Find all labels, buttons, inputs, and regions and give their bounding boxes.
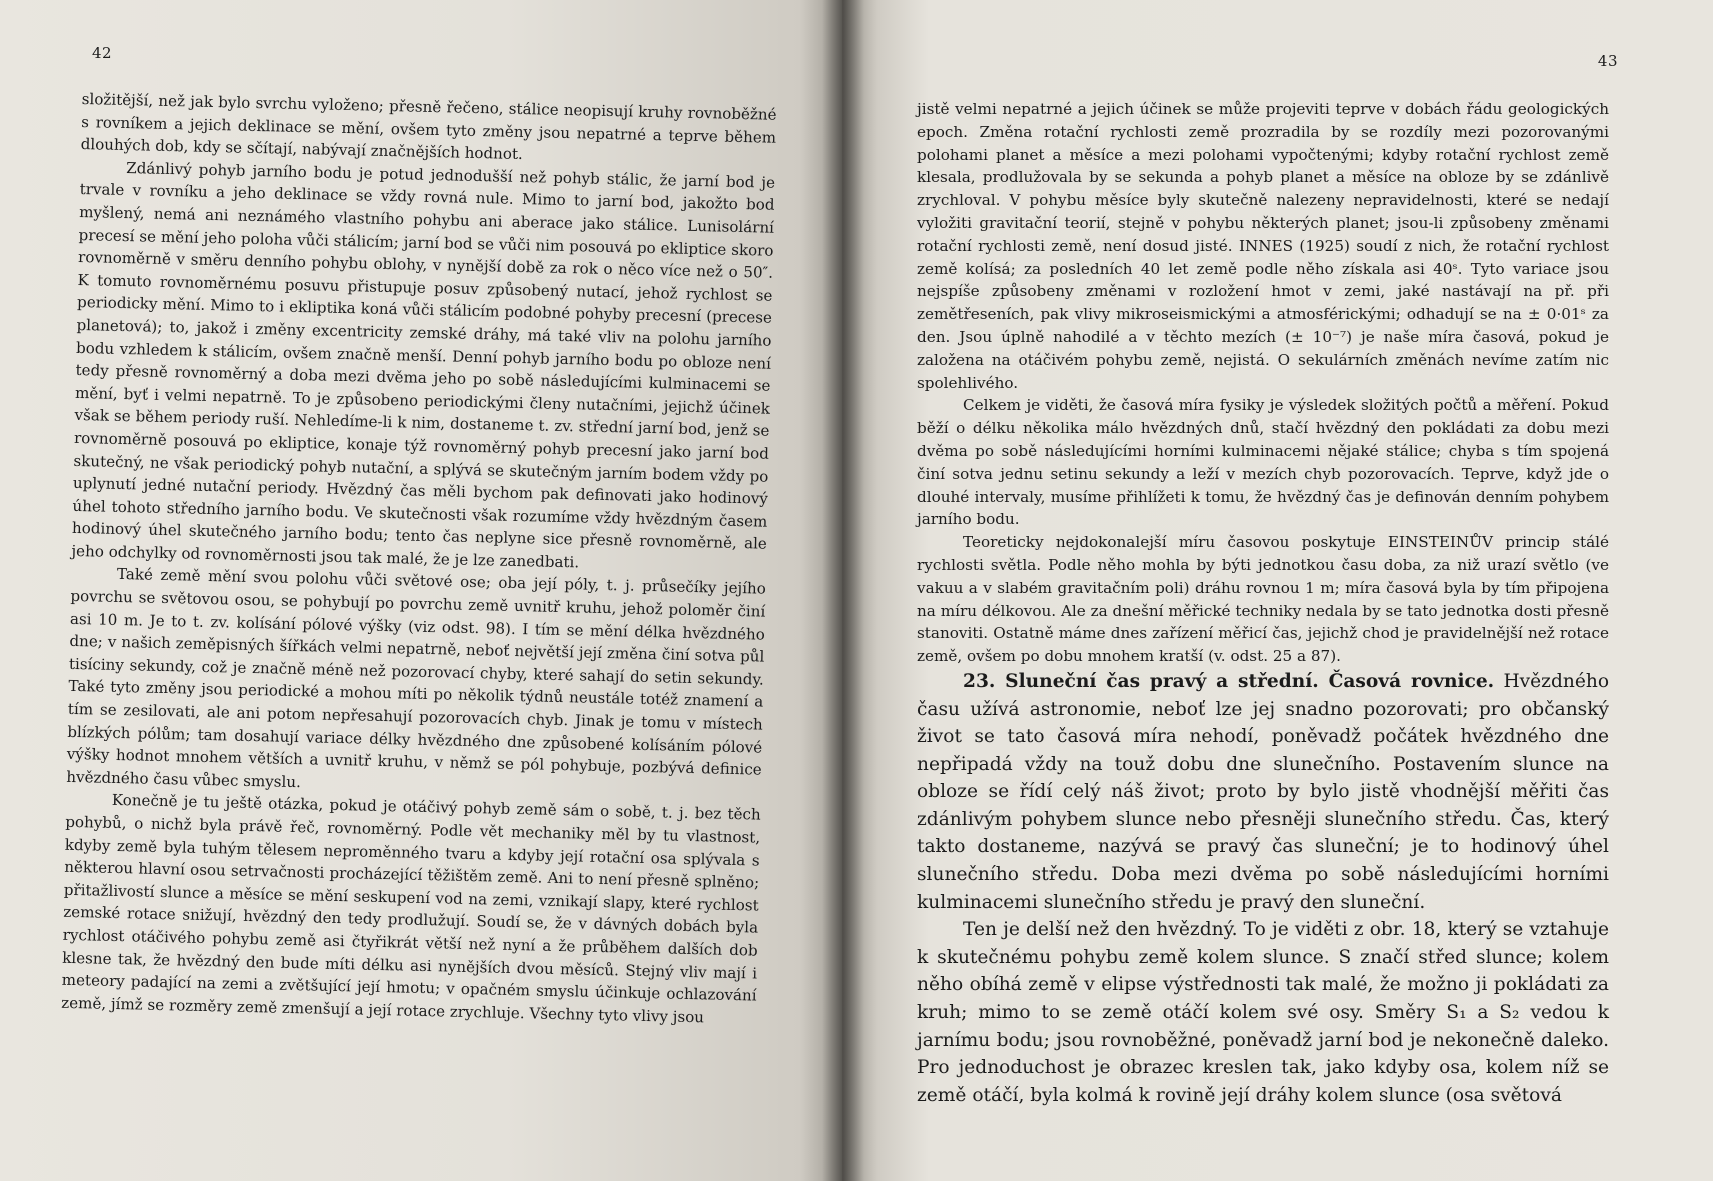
section-heading: 23. Sluneční čas pravý a střední. Časová rovnice.: [963, 670, 1495, 692]
right-paragraph-1: jistě velmi nepatrné a jejich účinek se může projeviti teprve v dobách řádu geologických epoch. Změna rotační rychlosti země prozradila by se rozdíly mezi pozorovanými polohami planet a měsíce a mezi polohami vypočtenými; kdyby rotační rychlost země klesala, prodlužovala by se sekunda a pohyb planet a měsíce na obloze by se zdánlivě zrychloval. V pohybu měsíce byly skutečně nalezeny nepravidelnosti, které se nedají vyložiti gravitační teorií, stejně v pohybu některých planet; jsou-li způsobeny změnami rotační rychlosti země, není dosud jisté. INNES (1925) soudí z nich, že rotační rychlost země kolísá; za posledních 40 let země podle něho získala asi 40ˢ. Tyto variace jsou nejspíše způsobeny změnami v rozložení hmot v zemi, jaké nastávají na př. při zemětřeseních, pak vlivy mikroseismickými a atmosférickými; odhadují se na ± 0·01ˢ za den. Jsou úplně nahodilé a v těchto mezích (± 10⁻⁷) je naše míra časová, pokud je založena na otáčivém pohybu země, nejistá. O sekulárních změnách nevíme zatím nic spolehlivého.: [917, 100, 1609, 392]
left-page: [0, 0, 842, 1181]
left-paragraph-2: Zdánlivý pohyb jarního bodu je potud jednodušší než pohyb stálic, že jarní bod je trvale v rovníku a jeho deklinace se vždy rovná nule. Mimo to jarní bod, jakožto bod myšlený, nemá ani neznámého vlastního pohybu ani aberace jako stálice. Lunisolární precesí se mění jeho poloha vůči stálicím; jarní bod se vůči nim posouvá po ekliptice skoro rovnoměrně v směru denního pohybu oblohy, v nynější době za rok o něco více než o 50″. K tomuto rovnoměrnému posuvu přistupuje posuv způsobený nutací, jehož rychlost se periodicky mění. Mimo to i ekliptika koná vůči stálicím podobné pohyby precesní (precese planetová); to, jakož i změny excentricity zemské dráhy, má také vliv na polohu jarního bodu vzhledem k stálicím, ovšem značně menší. Denní pohyb jarního bodu po obloze není tedy přesně rovnoměrný a doba mezi dvěma jeho po sobě následujícími kulminacemi se mění, byť i velmi nepatrně. To je způsobeno periodickými členy nutačními, jejichž účinek však se během periody ruší. Nehledíme-li k nim, dostaneme t. zv. střední jarní bod, jenž se rovnoměrně posouvá po ekliptice, konaje týž rovnoměrný pohyb precesní jako jarní bod skutečný, ne však periodický pohyb nutační, a splývá se skutečným jarním bodem vždy po uplynutí jedné nutační periody. Hvězdný čas měli bychom pak definovati jako hodinový úhel tohoto středního jarního bodu. Ve skutečnosti však rozumíme vždy hvězdným časem hodinový úhel skutečného jarního bodu; tento čas neplyne sice přesně rovnoměrně, ale jeho odchylky od rovnoměrnosti jsou tak malé, že je lze zanedbati.: [71, 158, 776, 572]
right-page: [842, 0, 1713, 1181]
left-paragraph-3: Také země mění svou polohu vůči světové ose; oba její póly, t. j. průsečíky jejího povrchu se světovou osou, se pohybují po povrchu země uvnitř kruhu, jehož poloměr činí asi 10 m. Je to t. zv. kolísání pólové výšky (viz odst. 98). I tím se mění délka hvězdného dne; v našich zeměpisných šířkách velmi nepatrně, neboť největší její změna činí sotva půl tisíciny sekundy, což je značně méně než pozorovací chyby, které sahají do setin sekundy. Také tyto změny jsou periodické a mohou míti po několik týdnů neustále totéž znamení a tím se zesilovati, ale ani potom nepřesahují pozorovacích chyb. Jinak je tomu v místech blízkých pólům; tam dosahují variace délky hvězdného dne způsobené kolísáním pólové výšky hodnot mnohem větších a uvnitř kruhu, v němž se pól pohybuje, pozbývá definice hvězdného času vůbec smyslu.: [66, 565, 767, 791]
left-paragraph-1: složitější, než jak bylo svrchu vyloženo; přesně řečeno, stálice neopisují kruhy rovnoběžné s rovníkem a jejich deklinace se mění, ovšem tyto změny jsou nepatrné a teprve během dlouhých dob, kdy se sčítají, nabývají značnějších hodnot.: [80, 89, 777, 164]
left-text-block: [61, 88, 777, 1030]
page-number-left: 42: [92, 44, 113, 62]
right-paragraph-2: Celkem je viděti, že časová míra fysiky je výsledek složitých počtů a měření. Pokud běží o délku několika málo hvězdných dnů, stačí hvězdný den pokládati za dobu mezi dvěma po sobě následujícími horními kulminacemi nějaké stálice; chyba s tím spojená činí sotva jednu setinu sekundy a leží v mezích chyb pozorovacích. Teprve, když jde o dlouhé intervaly, musíme přihlížeti k tomu, že hvězdný čas je definován denním pohybem jarního bodu.: [917, 396, 1609, 529]
page-number-right: 43: [1597, 52, 1618, 70]
section-23-text: Hvězdného času užívá astronomie, neboť lze jej snadno pozorovati; pro občanský život se tato časová míra nehodí, poněvadž počátek hvězdného dne nepřipadá vždy na touž dobu dne slunečního. Postavením slunce na obloze se řídí celý náš život; proto by bylo jistě vhodnější měřiti čas zdánlivým pohybem slunce nebo přesněji slunečního středu. Čas, který takto dostaneme, nazývá se pravý čas sluneční; je to hodinový úhel slunečního středu. Doba mezi dvěma po sobě následujícími horními kulminacemi slunečního středu je pravý den sluneční.: [917, 670, 1610, 913]
section-23-paragraph: [917, 668, 1609, 916]
right-paragraph-5: Ten je delší než den hvězdný. To je viděti z obr. 18, který se vztahuje k skutečnému pohybu země kolem slunce. S značí střed slunce; kolem něho obíhá země v elipse výstřednosti tak malé, že možno ji pokládati za kruh; mimo to se země otáčí kolem své osy. Směry S₁ a S₂ vedou k jarnímu bodu; jsou rovnoběžné, poněvadž jarní bod je nekonečně daleko. Pro jednoduchost je obrazec kreslen tak, jako kdyby osa, kolem níž se země otáčí, byla kolmá k rovině její dráhy kolem slunce (osa světová: [917, 919, 1609, 1106]
right-paragraph-3: Teoreticky nejdokonalejší míru časovou poskytuje EINSTEINŮV princip stálé rychlosti světla. Podle něho mohla by býti jednotkou času doba, za niž urazí světlo (ve vakuu a v slabém gravitačním poli) dráhu rovnou 1 m; míra časová byla by tím připojena na míru délkovou. Ale za dnešní měřické techniky nedala by se tato jednotka dosti přesně stanoviti. Ostatně máme dnes zařízení měřicí čas, jejichž chod je pravidelnější než rotace země, ovšem po dobu mnohem kratší (v. odst. 25 a 87).: [917, 533, 1609, 666]
left-paragraph-4: Konečně je tu ještě otázka, pokud je otáčivý pohyb země sám o sobě, t. j. bez těch pohybů, o nichž byla právě řeč, rovnoměrný. Podle vět mechaniky měl by tu vlastnost, kdyby země byla tuhým tělesem neproměnného tvaru a kdyby její rotační osa splývala s některou hlavní osou setrvačnosti procházející těžištěm země. Ani to není přesně splněno; přitažlivostí slunce a měsíce se mění seskupení vod na zemi, vznikají slapy, které rychlost zemské rotace snižují, hvězdný den tedy prodlužují. Soudí se, že v dávných dobách byla rychlost otáčivého pohybu země asi čtyřikrát větší než nyní a že průběhem dalších dob klesne tak, že hvězdný den bude míti délku asi nynějších dvou měsíců. Stejný vliv mají i meteory padající na zemi a zvětšující její hmotu; v opačném smyslu účinkuje ochlazování země, jímž se rozměry země zmenšují a její rotace zrychluje. Všechny tyto vlivy jsou: [61, 791, 761, 1027]
right-text-block: [917, 98, 1609, 1109]
